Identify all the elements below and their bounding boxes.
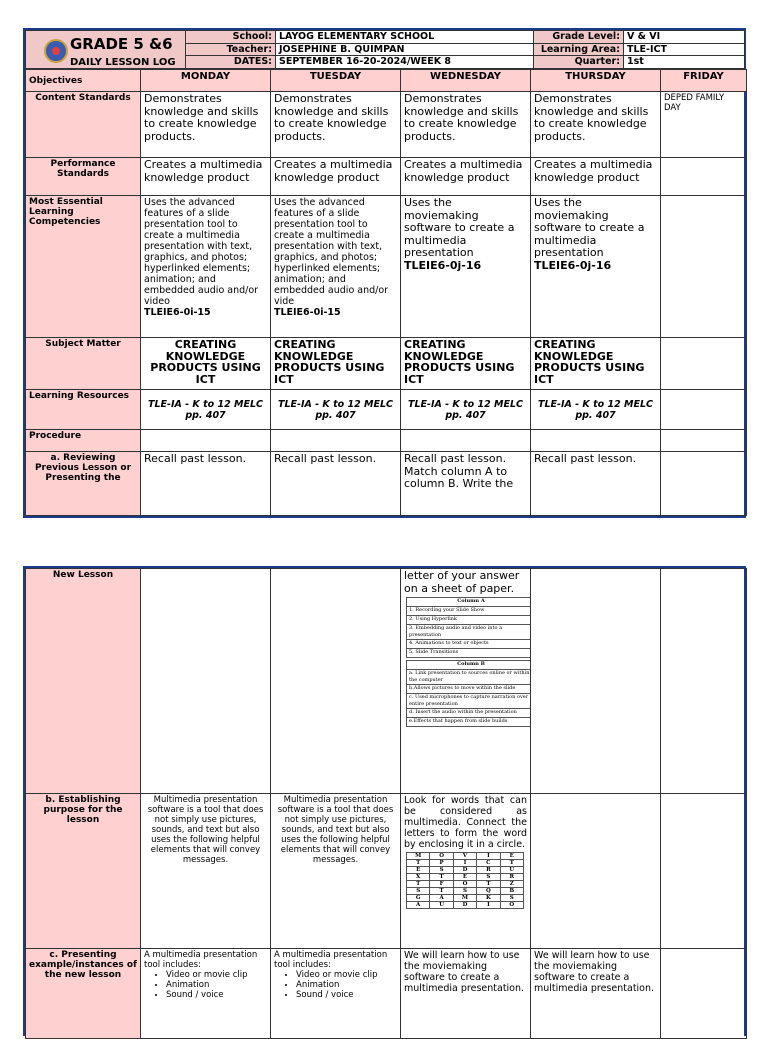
- melc-tuesday: [271, 196, 401, 338]
- grid-row: [407, 860, 524, 867]
- establishing-purpose-wednesday: [401, 794, 531, 949]
- presenting-examples-thursday: We will learn how to use the moviemaking software to create a multimedia presentation.: [531, 949, 661, 1039]
- grid-letter: I: [477, 902, 500, 909]
- presenting-examples-label: c. Presenting example/instances of the new lesson: [26, 949, 141, 1039]
- learning-resources-wednesday: TLE-IA - K to 12 MELC pp. 407: [401, 390, 531, 430]
- reviewing-wednesday: [401, 452, 531, 516]
- grid-row: [407, 867, 524, 874]
- subject-matter-tuesday: CREATING KNOWLEDGE PRODUCTS USING ICT: [271, 338, 401, 390]
- grid-letter: E: [500, 853, 523, 860]
- grid-letter: T: [430, 888, 453, 895]
- grid-letter: U: [500, 867, 523, 874]
- lesson-table-page-1: [25, 69, 747, 516]
- grid-letter: O: [430, 853, 453, 860]
- teacher-label: Teacher:: [186, 43, 276, 56]
- school-label: School:: [186, 31, 276, 44]
- grid-letter: O: [500, 902, 523, 909]
- reviewing-thursday: Recall past lesson.: [531, 452, 661, 516]
- establishing-purpose-wednesday-text: Look for words that can be considered as multimedia. Connect the letters to form the word by enclosing it in a circle.: [404, 795, 527, 850]
- grid-letter: T: [407, 860, 430, 867]
- grid-row: [407, 888, 524, 895]
- melc-monday-text: Uses the advanced features of a slide presentation tool to create a multimedia presentation with text, graphics, and photos; hyperlinked elements; animation; and embedded audio and/or video: [144, 197, 259, 307]
- grid-letter: T: [430, 874, 453, 881]
- melc-wednesday: [401, 196, 531, 338]
- subject-matter-label: Subject Matter: [26, 338, 141, 390]
- establishing-purpose-tuesday: Multimedia presentation software is a tool that does not simply use pictures, sounds, and text but also uses the following helpful elements that will convey messages.: [271, 794, 401, 949]
- grid-row: [407, 895, 524, 902]
- grid-letter: D: [453, 902, 476, 909]
- melc-thursday-text: Uses the moviemaking software to create a multimedia presentation: [534, 196, 645, 259]
- presenting-examples-tuesday: [271, 949, 401, 1039]
- grid-letter: T: [407, 881, 430, 888]
- reviewing-monday-continued: [141, 569, 271, 794]
- grid-letter: A: [407, 902, 430, 909]
- grid-letter: B: [500, 888, 523, 895]
- content-standards-friday: DEPED FAMILY DAY: [661, 92, 747, 158]
- column-a-table: [406, 597, 531, 658]
- column-a-item: 2. Using Hyperlink: [407, 616, 531, 625]
- column-b-item: b.Allows pictures to move within the slide: [407, 685, 531, 694]
- melc-monday-code: TLEIE6-0i-15: [144, 307, 211, 318]
- list-item: • Video or movie clip: [166, 970, 267, 980]
- list-item: • Sound / voice: [166, 990, 267, 1000]
- list-item: • Video or movie clip: [296, 970, 397, 980]
- dates-label: DATES:: [186, 56, 276, 69]
- column-b-item: d. Insert the audio within the presentation: [407, 709, 531, 718]
- melc-thursday-code: TLEIE6-0j-16: [534, 258, 612, 272]
- grid-letter: V: [453, 853, 476, 860]
- grid-letter: I: [477, 853, 500, 860]
- grid-letter: E: [407, 867, 430, 874]
- day-header-wednesday: WEDNESDAY: [401, 70, 531, 92]
- content-standards-thursday: Demonstrates knowledge and skills to create knowledge products.: [531, 92, 661, 158]
- grid-letter: R: [477, 867, 500, 874]
- grid-letter: X: [407, 874, 430, 881]
- objectives-label: Objectives: [26, 70, 141, 92]
- grid-letter: Q: [477, 888, 500, 895]
- learning-resources-tuesday: TLE-IA - K to 12 MELC pp. 407: [271, 390, 401, 430]
- reviewing-tuesday: Recall past lesson.: [271, 452, 401, 516]
- day-header-monday: MONDAY: [141, 70, 271, 92]
- learning-resources-label: Learning Resources: [26, 390, 141, 430]
- procedure-tuesday: [271, 430, 401, 452]
- title-block: [26, 31, 186, 69]
- grid-letter: M: [407, 853, 430, 860]
- day-header-thursday: THURSDAY: [531, 70, 661, 92]
- presenting-examples-wednesday: We will learn how to use the moviemaking software to create a multimedia presentation.: [401, 949, 531, 1039]
- grid-letter: K: [477, 895, 500, 902]
- presenting-examples-tuesday-text: A multimedia presentation tool includes:: [274, 950, 388, 970]
- reviewing-tuesday-continued: [271, 569, 401, 794]
- column-a-item: 1. Recording your Slide Show: [407, 607, 531, 616]
- day-header-tuesday: TUESDAY: [271, 70, 401, 92]
- performance-standards-monday: Creates a multimedia knowledge product: [141, 158, 271, 196]
- list-item: • Sound / voice: [296, 990, 397, 1000]
- grid-letter: U: [430, 902, 453, 909]
- grid-letter: G: [407, 895, 430, 902]
- grid-letter: A: [430, 895, 453, 902]
- grid-row: [407, 881, 524, 888]
- grid-letter: S: [430, 867, 453, 874]
- content-standards-monday: Demonstrates knowledge and skills to create knowledge products.: [141, 92, 271, 158]
- procedure-label: Procedure: [26, 430, 141, 452]
- melc-tuesday-text: Uses the advanced features of a slide presentation tool to create a multimedia presentation with text, graphics, and photos; hyperlinked elements; animation; and embedded audio and/or vide: [274, 197, 389, 307]
- melc-wednesday-text: Uses the moviemaking software to create a multimedia presentation: [404, 196, 515, 259]
- reviewing-label-continued: New Lesson: [26, 569, 141, 794]
- content-standards-label: Content Standards: [26, 92, 141, 158]
- quarter-value: 1st: [624, 56, 745, 69]
- grid-letter: R: [500, 874, 523, 881]
- lesson-log-page-1: [23, 28, 746, 518]
- learning-area-label: Learning Area:: [534, 43, 624, 56]
- establishing-purpose-monday: Multimedia presentation software is a tool that does not simply use pictures, sounds, and text but also uses the following helpful elements that will convey messages.: [141, 794, 271, 949]
- grade-level-value: V & VI: [624, 31, 745, 44]
- column-b-item: a. Link presentation to sources online or within the computer: [407, 670, 531, 685]
- grid-letter: P: [430, 860, 453, 867]
- list-item: • Animation: [296, 980, 397, 990]
- quarter-label: Quarter:: [534, 56, 624, 69]
- performance-standards-wednesday: Creates a multimedia knowledge product: [401, 158, 531, 196]
- column-b-table: [406, 660, 531, 727]
- reviewing-friday-continued: [661, 569, 747, 794]
- establishing-purpose-label: b. Establishing purpose for the lesson: [26, 794, 141, 949]
- performance-standards-label: Performance Standards: [26, 158, 141, 196]
- learning-resources-thursday: TLE-IA - K to 12 MELC pp. 407: [531, 390, 661, 430]
- column-b-item: c. Used microphones to capture narration over entire presentation: [407, 694, 531, 709]
- grid-row: [407, 853, 524, 860]
- presenting-examples-monday: [141, 949, 271, 1039]
- performance-standards-friday: [661, 158, 747, 196]
- reviewing-wednesday-recall: Recall past lesson.: [404, 452, 507, 465]
- reviewing-wednesday-continued: [401, 569, 531, 794]
- teacher-value: JOSEPHINE B. QUIMPAN: [276, 43, 534, 56]
- grid-letter: M: [453, 895, 476, 902]
- reviewing-thursday-continued: [531, 569, 661, 794]
- column-b-item: e.Effects that happen from slide builds: [407, 718, 531, 727]
- deped-seal-icon: [44, 39, 68, 63]
- day-header-friday: FRIDAY: [661, 70, 747, 92]
- presenting-examples-monday-text: A multimedia presentation tool includes:: [144, 950, 258, 970]
- melc-monday: [141, 196, 271, 338]
- learning-resources-monday: TLE-IA - K to 12 MELC pp. 407: [141, 390, 271, 430]
- grid-row: [407, 874, 524, 881]
- establishing-purpose-thursday: [531, 794, 661, 949]
- word-search-grid: [406, 852, 524, 909]
- reviewing-friday: [661, 452, 747, 516]
- grid-letter: C: [477, 860, 500, 867]
- presenting-examples-monday-list: [144, 970, 267, 1000]
- grid-letter: O: [453, 881, 476, 888]
- reviewing-wednesday-instruction-continued: letter of your answer on a sheet of paper.: [404, 569, 520, 595]
- melc-tuesday-code: TLEIE6-0i-15: [274, 307, 341, 318]
- grid-letter: S: [500, 895, 523, 902]
- procedure-monday: [141, 430, 271, 452]
- grid-letter: F: [430, 881, 453, 888]
- lesson-table-page-2: [25, 568, 747, 1039]
- learning-area-value: TLE-ICT: [624, 43, 745, 56]
- subject-matter-monday: CREATING KNOWLEDGE PRODUCTS USING ICT: [141, 338, 271, 390]
- melc-friday: [661, 196, 747, 338]
- column-b-title: Column B: [407, 661, 531, 670]
- header-table: [25, 30, 745, 69]
- establishing-purpose-friday: [661, 794, 747, 949]
- reviewing-wednesday-instruction: Match column A to column B. Write the: [404, 464, 514, 490]
- column-a-item: 5. Slide Transitions: [407, 649, 531, 658]
- list-item: • Animation: [166, 980, 267, 990]
- grid-letter: S: [453, 888, 476, 895]
- grid-letter: T: [500, 860, 523, 867]
- subject-matter-thursday: CREATING KNOWLEDGE PRODUCTS USING ICT: [531, 338, 661, 390]
- content-standards-tuesday: Demonstrates knowledge and skills to create knowledge products.: [271, 92, 401, 158]
- performance-standards-thursday: Creates a multimedia knowledge product: [531, 158, 661, 196]
- subject-matter-wednesday: CREATING KNOWLEDGE PRODUCTS USING ICT: [401, 338, 531, 390]
- grid-letter: S: [407, 888, 430, 895]
- log-type-title: DAILY LESSON LOG: [70, 57, 176, 68]
- performance-standards-tuesday: Creates a multimedia knowledge product: [271, 158, 401, 196]
- melc-wednesday-code: TLEIE6-0j-16: [404, 258, 482, 272]
- grade-level-label: Grade Level:: [534, 31, 624, 44]
- lesson-log-page-2: [23, 566, 746, 1036]
- subject-matter-friday: [661, 338, 747, 390]
- grid-letter: S: [477, 874, 500, 881]
- reviewing-monday: Recall past lesson.: [141, 452, 271, 516]
- column-a-item: 3. Embedding audio and video into a presentation: [407, 625, 531, 640]
- melc-label: Most Essential Learning Competencies: [26, 196, 141, 338]
- grid-letter: E: [453, 874, 476, 881]
- grid-letter: D: [453, 867, 476, 874]
- column-a-title: Column A: [407, 598, 531, 607]
- melc-thursday: [531, 196, 661, 338]
- presenting-examples-tuesday-list: [274, 970, 397, 1000]
- grid-letter: Z: [500, 881, 523, 888]
- school-value: LAYOG ELEMENTARY SCHOOL: [276, 31, 534, 44]
- column-a-item: 4. Animations to text or objects: [407, 640, 531, 649]
- content-standards-wednesday: Demonstrates knowledge and skills to create knowledge products.: [401, 92, 531, 158]
- grid-letter: T: [477, 881, 500, 888]
- procedure-wednesday: [401, 430, 531, 452]
- grade-title: GRADE 5 &6: [70, 35, 173, 53]
- dates-value: SEPTEMBER 16-20-2024/WEEK 8: [276, 56, 534, 69]
- procedure-thursday: [531, 430, 661, 452]
- grid-letter: I: [453, 860, 476, 867]
- procedure-friday: [661, 430, 747, 452]
- presenting-examples-friday: [661, 949, 747, 1039]
- grid-row: [407, 902, 524, 909]
- reviewing-label: a. Reviewing Previous Lesson or Presenting the: [26, 452, 141, 516]
- learning-resources-friday: [661, 390, 747, 430]
